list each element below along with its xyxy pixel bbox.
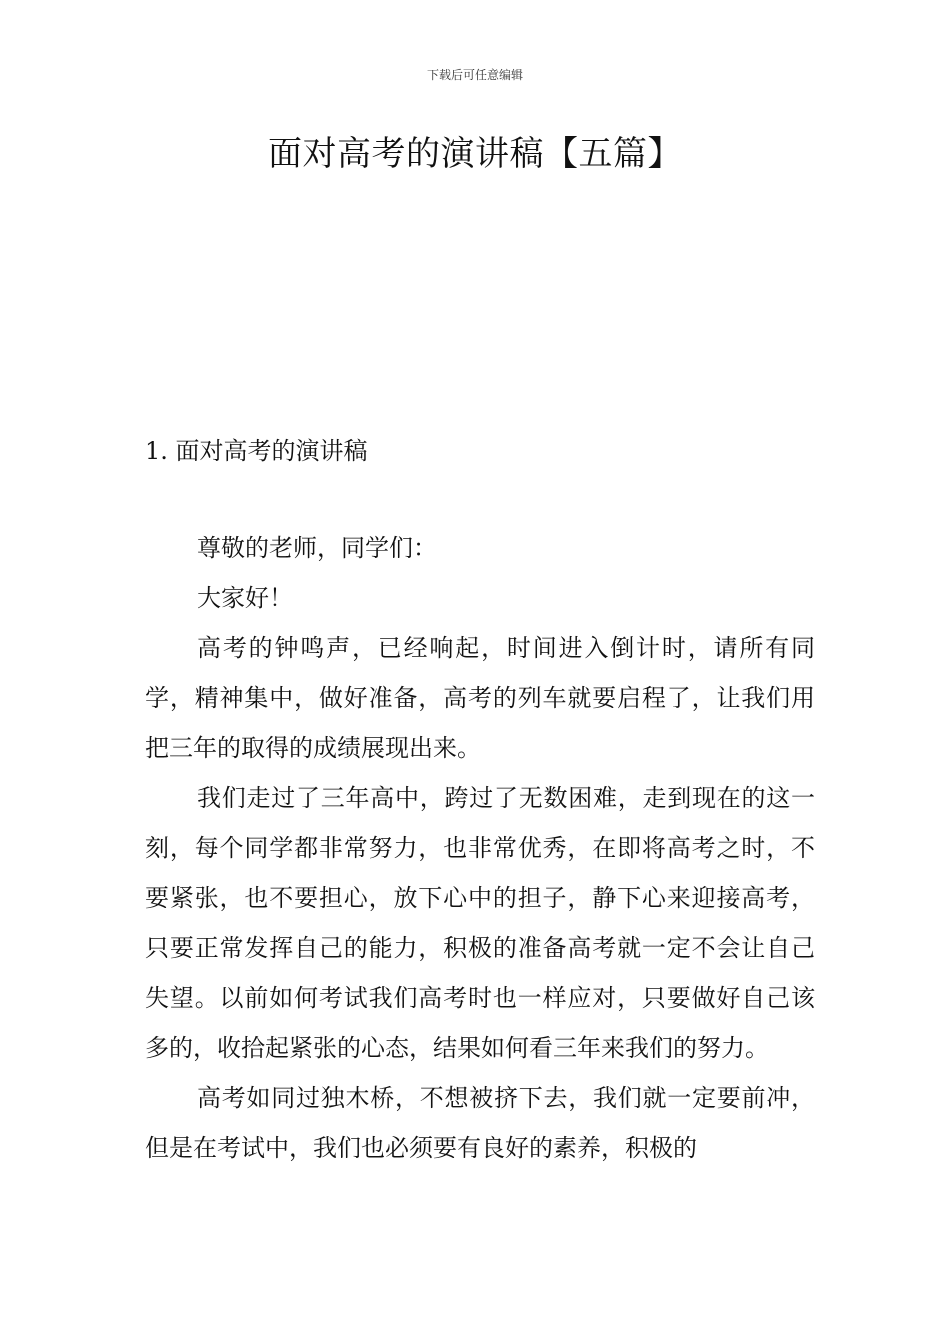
header-note: 下载后可任意编辑 bbox=[426, 68, 523, 82]
paragraph: 我们走过了三年高中，跨过了无数困难，走到现在的这一刻，每个同学都非常努力，也非常优秀，在即将高考之时，不要紧张，也不要担心，放下心中的担子，静下心来迎接高考，只要正常发挥自己的能力，积极的准备高考就一定不会让自己失望。以前如何考试我们高考时也一样应对，只要做好自己该多的，收拾起紧张的心态，结果如何看三年来我们的努力。 bbox=[145, 784, 815, 1062]
paragraph: 高考如同过独木桥，不想被挤下去，我们就一定要前冲，但是在考试中，我们也必须要有良好的素养，积极的 bbox=[145, 1084, 815, 1162]
section-heading: 1. 面对高考的演讲稿 bbox=[145, 437, 368, 465]
paragraph-greeting: 大家好！ bbox=[197, 584, 293, 612]
paragraph-salutation: 尊敬的老师，同学们： bbox=[197, 534, 437, 562]
body-text bbox=[145, 523, 815, 1173]
document-title: 面对高考的演讲稿【五篇】 bbox=[268, 134, 682, 174]
paragraph: 高考的钟鸣声，已经响起，时间进入倒计时，请所有同学，精神集中，做好准备，高考的列车就要启程了，让我们用把三年的取得的成绩展现出来。 bbox=[145, 634, 815, 762]
